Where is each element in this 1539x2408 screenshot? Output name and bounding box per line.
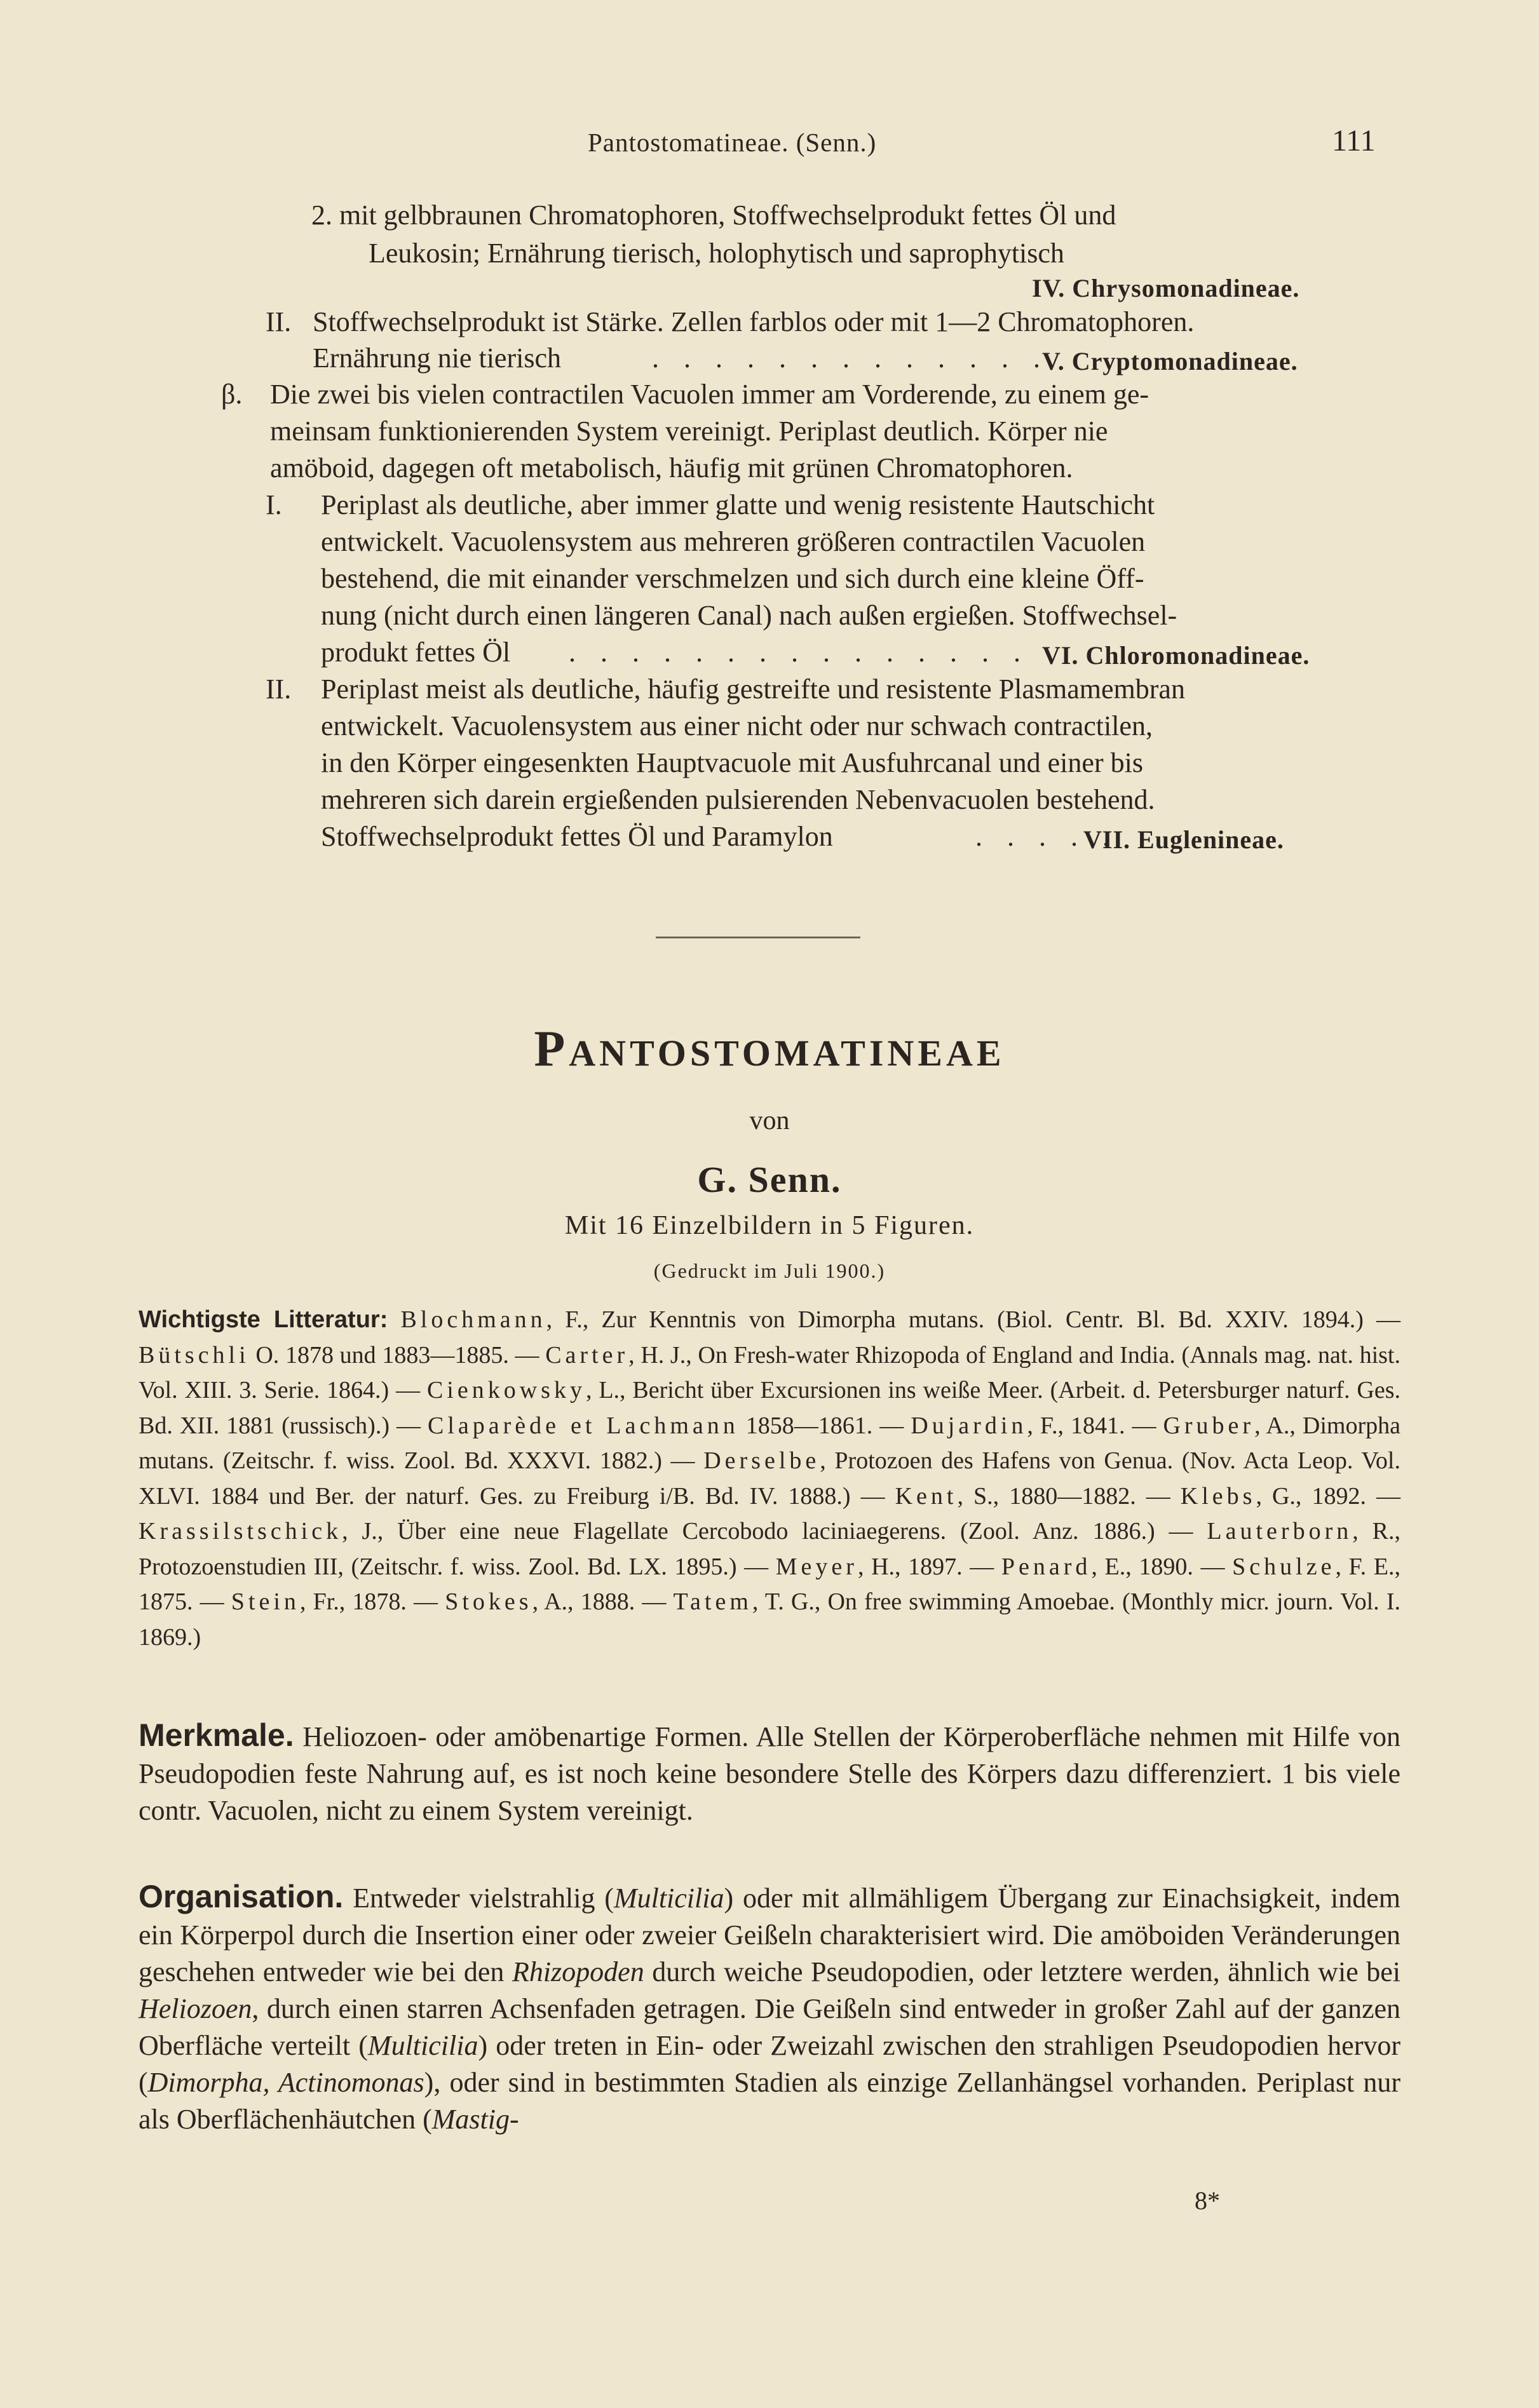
org-text: ), oder sind in bestimmten Stadien als einzige Zellanhängsel vorhanden. Periplast nur als Oberflächenhäutchen ( xyxy=(139,2067,1400,2135)
lit-text: 1858—1861. — xyxy=(738,1412,911,1439)
lit-author: Cienkowsky xyxy=(426,1377,586,1404)
page-number: 111 xyxy=(1332,124,1376,158)
key-result: VII. Euglenineae. xyxy=(1083,825,1284,854)
lit-author: Gruber xyxy=(1163,1412,1255,1439)
section-von: von xyxy=(749,1106,790,1135)
key-line: entwickelt. Vacuolensystem aus einer nicht oder nur schwach contractilen, xyxy=(321,710,1153,741)
lit-author: Bütschli xyxy=(139,1341,250,1369)
lit-author: Stein xyxy=(231,1588,300,1615)
merkmale-paragraph xyxy=(139,1717,1400,1829)
org-text: , durch einen starren Achsenfaden getragen. Die Geißeln sind entweder in großer Zahl auf der ganzen Oberfläche verteilt ( xyxy=(139,1993,1400,2061)
lit-text: , H. J., On Fresh-water Rhizopoda of England and India. (Annals mag. nat. hist. Vol. XIII. 3. Serie. 1864.) — xyxy=(139,1341,1400,1404)
lit-text: O. 1878 und 1883—1885. — xyxy=(249,1341,546,1369)
lit-text: , Fr., 1878. — xyxy=(299,1588,445,1615)
org-text: ) oder mit allmähligem Übergang zur Einachsigkeit, indem ein Körperpol durch die Insertion einer oder zweier Geißeln charakterisiert wird. Die amöboiden Veränderungen geschehen entweder wie bei den xyxy=(139,1883,1401,1987)
key-line: Die zwei bis vielen contractilen Vacuolen immer am Vorderende, zu einem ge- xyxy=(270,379,1149,410)
key-line: Periplast als deutliche, aber immer glatte und wenig resistente Hautschicht xyxy=(321,489,1155,520)
lit-text: , F., 1841. — xyxy=(1027,1412,1163,1439)
header-title: Pantostomatineae. (Senn.) xyxy=(588,128,877,157)
lit-author: Krassilstschick xyxy=(139,1518,342,1545)
org-taxon: Rhizopoden xyxy=(512,1956,644,1987)
lit-author: Schulze xyxy=(1232,1553,1336,1580)
org-taxon: Multicilia xyxy=(613,1883,724,1914)
lit-text: , A., 1888. — xyxy=(532,1588,674,1615)
lit-text: , R., Protozoenstudien III, (Zeitschr. f. wiss. Zool. Bd. LX. 1895.) — xyxy=(139,1518,1400,1580)
section-author: G. Senn. xyxy=(697,1159,842,1200)
org-text: Entweder vielstrahlig ( xyxy=(343,1883,614,1914)
section-title xyxy=(0,1020,1539,1078)
signature-mark: 8* xyxy=(1195,2186,1220,2215)
key-dots: . . . . . xyxy=(975,821,1118,852)
lit-text: , L., Bericht über Excursionen ins weiße Meer. (Arbeit. d. Petersburger naturf. Ges. Bd. XII. 1881 (russisch).) — xyxy=(139,1377,1400,1439)
key-line: bestehend, die mit einander verschmelzen und sich durch eine kleine Öff- xyxy=(321,563,1144,594)
section-printed-date: (Gedruckt im Juli 1900.) xyxy=(653,1259,886,1282)
lit-text: , J., Über eine neue Flagellate Cercobodo laciniaegerens. (Zool. Anz. 1886.) — xyxy=(342,1518,1207,1545)
org-text: durch weiche Pseudopodien, oder letztere werden, ähnlich wie bei xyxy=(644,1956,1400,1987)
lit-text: , F., Zur Kenntnis von Dimorpha mutans. (Biol. Centr. Bl. Bd. XXIV. 1894.) — xyxy=(546,1306,1401,1333)
key-line: entwickelt. Vacuolensystem aus mehreren größeren contractilen Vacuolen xyxy=(321,526,1146,557)
lit-author: Meyer xyxy=(775,1553,858,1580)
lit-author: Derselbe xyxy=(703,1447,820,1474)
lit-text: , A., Dimorpha mutans. (Zeitschr. f. wiss. Zool. Bd. XXXVI. 1882.) — xyxy=(139,1412,1400,1474)
key-line: Periplast meist als deutliche, häufig gestreifte und resistente Plasmamembran xyxy=(321,673,1185,705)
key-line: 2. mit gelbbraunen Chromatophoren, Stoffwechselprodukt fettes Öl und xyxy=(311,200,1116,231)
org-text: ) oder treten in Ein- oder Zweizahl zwischen den strahligen Pseudopodien hervor ( xyxy=(139,2030,1400,2098)
lit-author: Tatem xyxy=(673,1588,752,1615)
lit-author: Carter xyxy=(545,1341,629,1369)
lit-text: , E., 1890. — xyxy=(1091,1553,1233,1580)
key-label: β. xyxy=(221,379,243,410)
lit-text: , T. G., On free swimming Amoebae. (Monthly micr. journ. Vol. I. 1869.) xyxy=(139,1588,1400,1651)
lit-text: , H., 1897. — xyxy=(857,1553,1001,1580)
lit-text: , Protozoen des Hafens von Genua. (Nov. Acta Leop. Vol. XLVI. 1884 und Ber. der naturf. Ges. zu Freiburg i/B. Bd. IV. 1888.) — xyxy=(139,1447,1400,1510)
key-result: IV. Chrysomonadineae. xyxy=(1032,274,1300,302)
lit-author: Stokes xyxy=(445,1588,532,1615)
lit-text: , G., 1892. — xyxy=(1256,1482,1400,1510)
literature-heading: Wichtigste Litteratur: xyxy=(139,1306,388,1333)
org-taxon: Heliozoen xyxy=(139,1993,252,2024)
key-label: II. xyxy=(266,306,292,337)
key-result: V. Cryptomonadineae. xyxy=(1042,347,1298,375)
lit-author: Penard xyxy=(1001,1553,1092,1580)
merkmale-text: Heliozoen- oder amöbenartige Formen. Alle Stellen der Körperoberfläche nehmen mit Hilfe von Pseudopodien feste Nahrung auf, es ist noch keine besondere Stelle des Körpers dazu differenziert. 1 bis viele contr. Vacuolen, nicht zu einem System vereinigt. xyxy=(139,1721,1400,1826)
lit-author: Lauterborn xyxy=(1207,1518,1353,1545)
section-figures-note: Mit 16 Einzelbildern in 5 Figuren. xyxy=(564,1211,975,1240)
key-label: II. xyxy=(266,673,292,705)
lit-text: , S., 1880—1882. — xyxy=(957,1482,1181,1510)
key-line: Stoffwechselprodukt ist Stärke. Zellen farblos oder mit 1—2 Chromatophoren. xyxy=(313,306,1195,337)
lit-author: Blochmann xyxy=(400,1306,546,1333)
key-line: Stoffwechselprodukt fettes Öl und Paramylon xyxy=(321,821,833,852)
key-line: Leukosin; Ernährung tierisch, holophytisch und saprophytisch xyxy=(369,238,1064,269)
lit-author: Klebs xyxy=(1180,1482,1256,1510)
lit-author: Claparède et Lachmann xyxy=(427,1412,739,1439)
merkmale-heading: Merkmale. xyxy=(139,1717,294,1753)
key-result: VI. Chloromonadineae. xyxy=(1042,641,1310,670)
org-taxon: Multicilia xyxy=(367,2030,478,2061)
key-dots: . . . . . . . . . . . . . . . xyxy=(569,637,1029,668)
lit-author: Kent xyxy=(895,1482,958,1510)
section-title-initial: P xyxy=(534,1021,569,1077)
lit-author: Dujardin xyxy=(911,1412,1027,1439)
key-line: Ernährung nie tierisch xyxy=(313,342,561,374)
key-line: in den Körper eingesenkten Hauptvacuole mit Ausfuhrcanal und einer bis xyxy=(321,747,1143,778)
key-line: produkt fettes Öl xyxy=(321,637,511,668)
key-label: I. xyxy=(266,489,282,520)
key-line: mehreren sich darein ergießenden pulsierenden Nebenvacuolen bestehend. xyxy=(321,784,1155,815)
organisation-paragraph xyxy=(139,1878,1400,2138)
literature-paragraph xyxy=(139,1302,1400,1655)
running-header xyxy=(0,124,1539,165)
key-line: nung (nicht durch einen längeren Canal) nach außen ergießen. Stoffwechsel- xyxy=(321,600,1177,631)
org-taxon: Mastig- xyxy=(431,2104,519,2135)
section-title-rest: ANTOSTOMATINEAE xyxy=(569,1032,1005,1074)
section-divider xyxy=(656,937,860,938)
org-taxon: Dimorpha, Actinomonas xyxy=(147,2067,424,2098)
organisation-heading: Organisation. xyxy=(139,1879,344,1914)
key-line: meinsam funktionierenden System vereinigt. Periplast deutlich. Körper nie xyxy=(270,416,1108,447)
key-line: amöboid, dagegen oft metabolisch, häufig mit grünen Chromatophoren. xyxy=(270,452,1073,484)
lit-text: , F. E., 1875. — xyxy=(139,1553,1400,1615)
key-dots: . . . . . . . . . . . . . xyxy=(652,342,1049,374)
